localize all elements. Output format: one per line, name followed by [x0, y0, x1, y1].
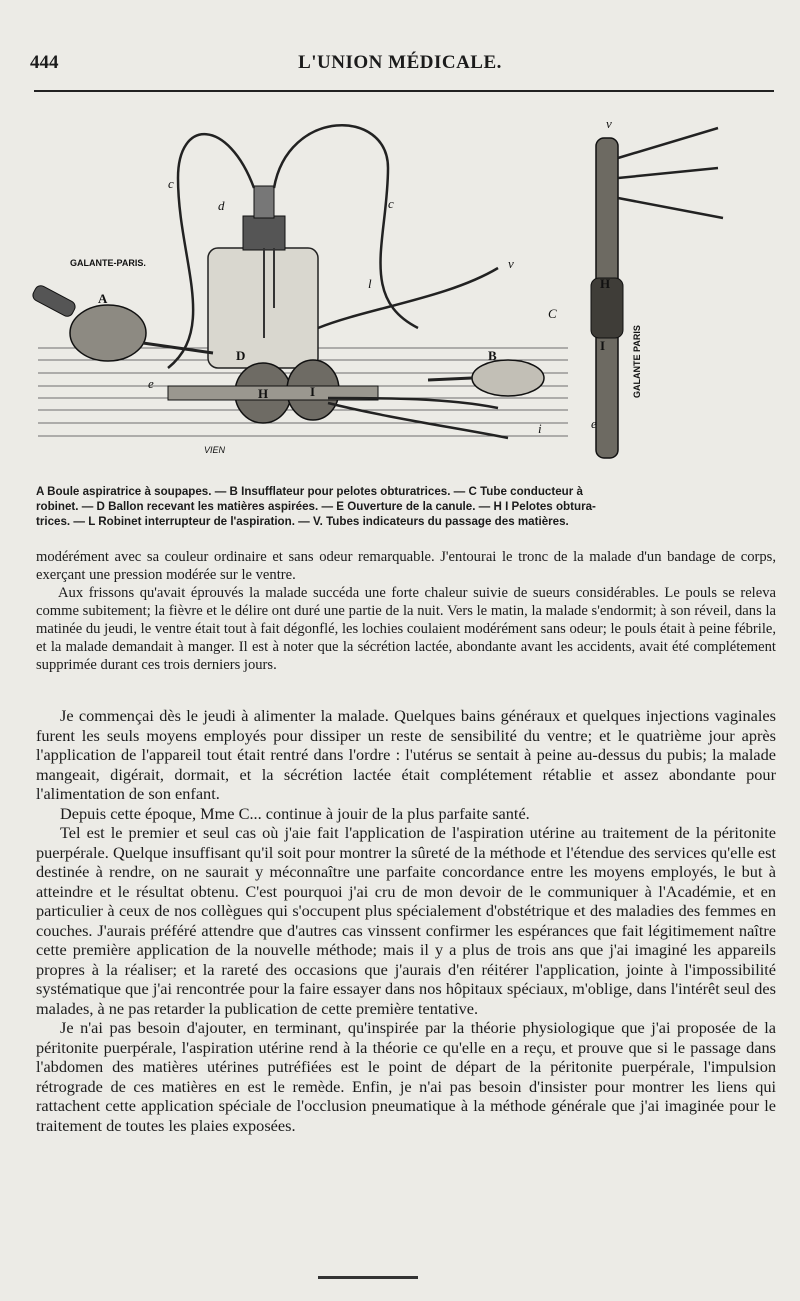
label-c-tube: C	[548, 306, 557, 321]
insufflator-b	[428, 360, 544, 396]
engraver-mark-vertical: GALANTE PARIS	[632, 325, 642, 398]
label-d: D	[236, 348, 246, 363]
page-header	[30, 52, 770, 82]
obturator-pads	[168, 360, 378, 423]
collection-bottle	[208, 186, 318, 368]
label-c: c	[168, 176, 174, 191]
paragraph: Je commençai dès le jeudi à alimenter la malade. Quelques bains généraux et quelques injections vaginales furent les seuls moyens employés pour dissiper un reste de sensibilité du ventre; et le quatrième jour après l'application de l'appareil tout était rentré dans l'ordre : l'utérus se sentait à peine au-dessus du pubis; la malade mangeait, digérait, dormait, et la sécrétion lactée était complétement rétablie et assez abondante pour l'alimentation de son enfant.	[36, 706, 776, 803]
label-d-lower: d	[218, 198, 225, 213]
label-l: l	[368, 276, 372, 291]
footer-rule	[318, 1276, 418, 1279]
paragraph: Tel est le premier et seul cas où j'aie fait l'application de l'aspiration utérine au traitement de la péritonite puerpérale. Quelque insuffisant qu'il soit pour montrer la sûreté de la méthode et l'étendue des services qu'elle est destinée à rendre, on ne saurait y méconnaître une parfaite concordance entre les moyens employés, le but à atteindre et le résultat obtenu. C'est pourquoi j'ai cru de mon devoir de le communiquer à l'Académie, et en particulier à ceux de nos collègues qui s'occupent plus spécialement d'obstétrique et des maladies des femmes en couches. J'aurais préféré attendre que d'autres cas vinssent confirmer les espérances que fait légitimement naître cette première application de la nouvelle méthode; mais il y a plus de trois ans que j'ai imaginé les appareils propres à la réaliser; et la rareté des occasions que j'aurais d'en réitérer l'application, jointe à l'impossibilité systématique que j'ai rencontrée pour la faire essayer dans nos hôpitaux spéciaux, m'oblige, dans l'intérêt seul des malades, à ne pas retarder la publication de cette première tentative.	[36, 823, 776, 1018]
label-i-canula: I	[600, 338, 606, 353]
apparatus-engraving	[28, 98, 768, 476]
label-h: H	[258, 386, 269, 401]
apparatus-illustration	[28, 98, 768, 476]
suction-bulb-a	[31, 284, 213, 361]
label-e-canula: e	[591, 416, 597, 431]
caption-line: robinet. — D Ballon recevant les matières aspirées. — E Ouverture de la canule. — H I Pelotes obtura-	[36, 500, 596, 513]
label-i: I	[310, 384, 316, 399]
label-i-lower: i	[538, 421, 542, 436]
paragraph: Depuis cette époque, Mme C... continue à jouir de la plus parfaite santé.	[60, 803, 530, 823]
running-title: L'UNION MÉDICALE.	[298, 52, 502, 73]
label-v-canula: v	[606, 116, 612, 131]
body-text	[36, 706, 776, 1135]
uterine-canula	[591, 128, 723, 458]
paragraph: Je n'ai pas besoin d'ajouter, en terminant, qu'inspirée par la théorie physiologique que j'ai proposée de la péritonite puerpérale, l'aspiration utérine rend à la théorie ce qu'elle en a reçu, et prouve que si le passage dans l'abdomen des matières utérines putréfiées est le point de départ de la péritonite puerpérale, l'impulsion rétrograde de ces matières en est le remède. Enfin, je n'ai pas besoin d'insister pour montrer les liens qui rattachent cette application spéciale de l'occlusion pneumatique à la méthode générale que j'ai imaginée pour le traitement de toutes les plaies exposées.	[36, 1018, 776, 1135]
caption-line: trices. — L Robinet interrupteur de l'aspiration. — V. Tubes indicateurs du passage des matières.	[36, 515, 569, 528]
label-v: v	[508, 256, 514, 271]
page-number: 444	[30, 52, 59, 73]
header-rule	[34, 90, 774, 92]
paragraph: modérément avec sa couleur ordinaire et sans odeur remarquable. J'entourai le tronc de la malade d'un bandage de corps, exerçant une pression modérée sur le ventre.	[36, 549, 776, 583]
engraver-signature: VIEN	[204, 445, 226, 455]
label-h-canula: H	[600, 276, 611, 291]
label-a: A	[98, 291, 108, 306]
label-e: e	[148, 376, 154, 391]
case-report-small-type	[36, 548, 776, 674]
label-b: B	[488, 348, 497, 363]
paragraph: Aux frissons qu'avait éprouvés la malade succéda une forte chaleur suivie de sueurs considérables. Le pouls se releva comme subitement; la fièvre et le délire ont duré une partie de la nuit. Vers le matin, la malade s'endormit; à son réveil, dans la matinée du jeudi, le ventre était tout à fait dégonflé, les lochies coulaient modérément sans odeur; le pouls était à peine fébrile, et la malade demandait à manger. Il est à noter que la sécrétion lactée, abondante avant les accidents, avait été complétement supprimée durant ces trois derniers jours.	[36, 585, 776, 673]
figure-caption	[36, 484, 771, 529]
label-c-right: c	[388, 196, 394, 211]
engraver-mark: GALANTE-PARIS.	[70, 258, 146, 268]
caption-line: A Boule aspiratrice à soupapes. — B Insufflateur pour pelotes obturatrices. — C Tube conducteur à	[36, 485, 583, 498]
